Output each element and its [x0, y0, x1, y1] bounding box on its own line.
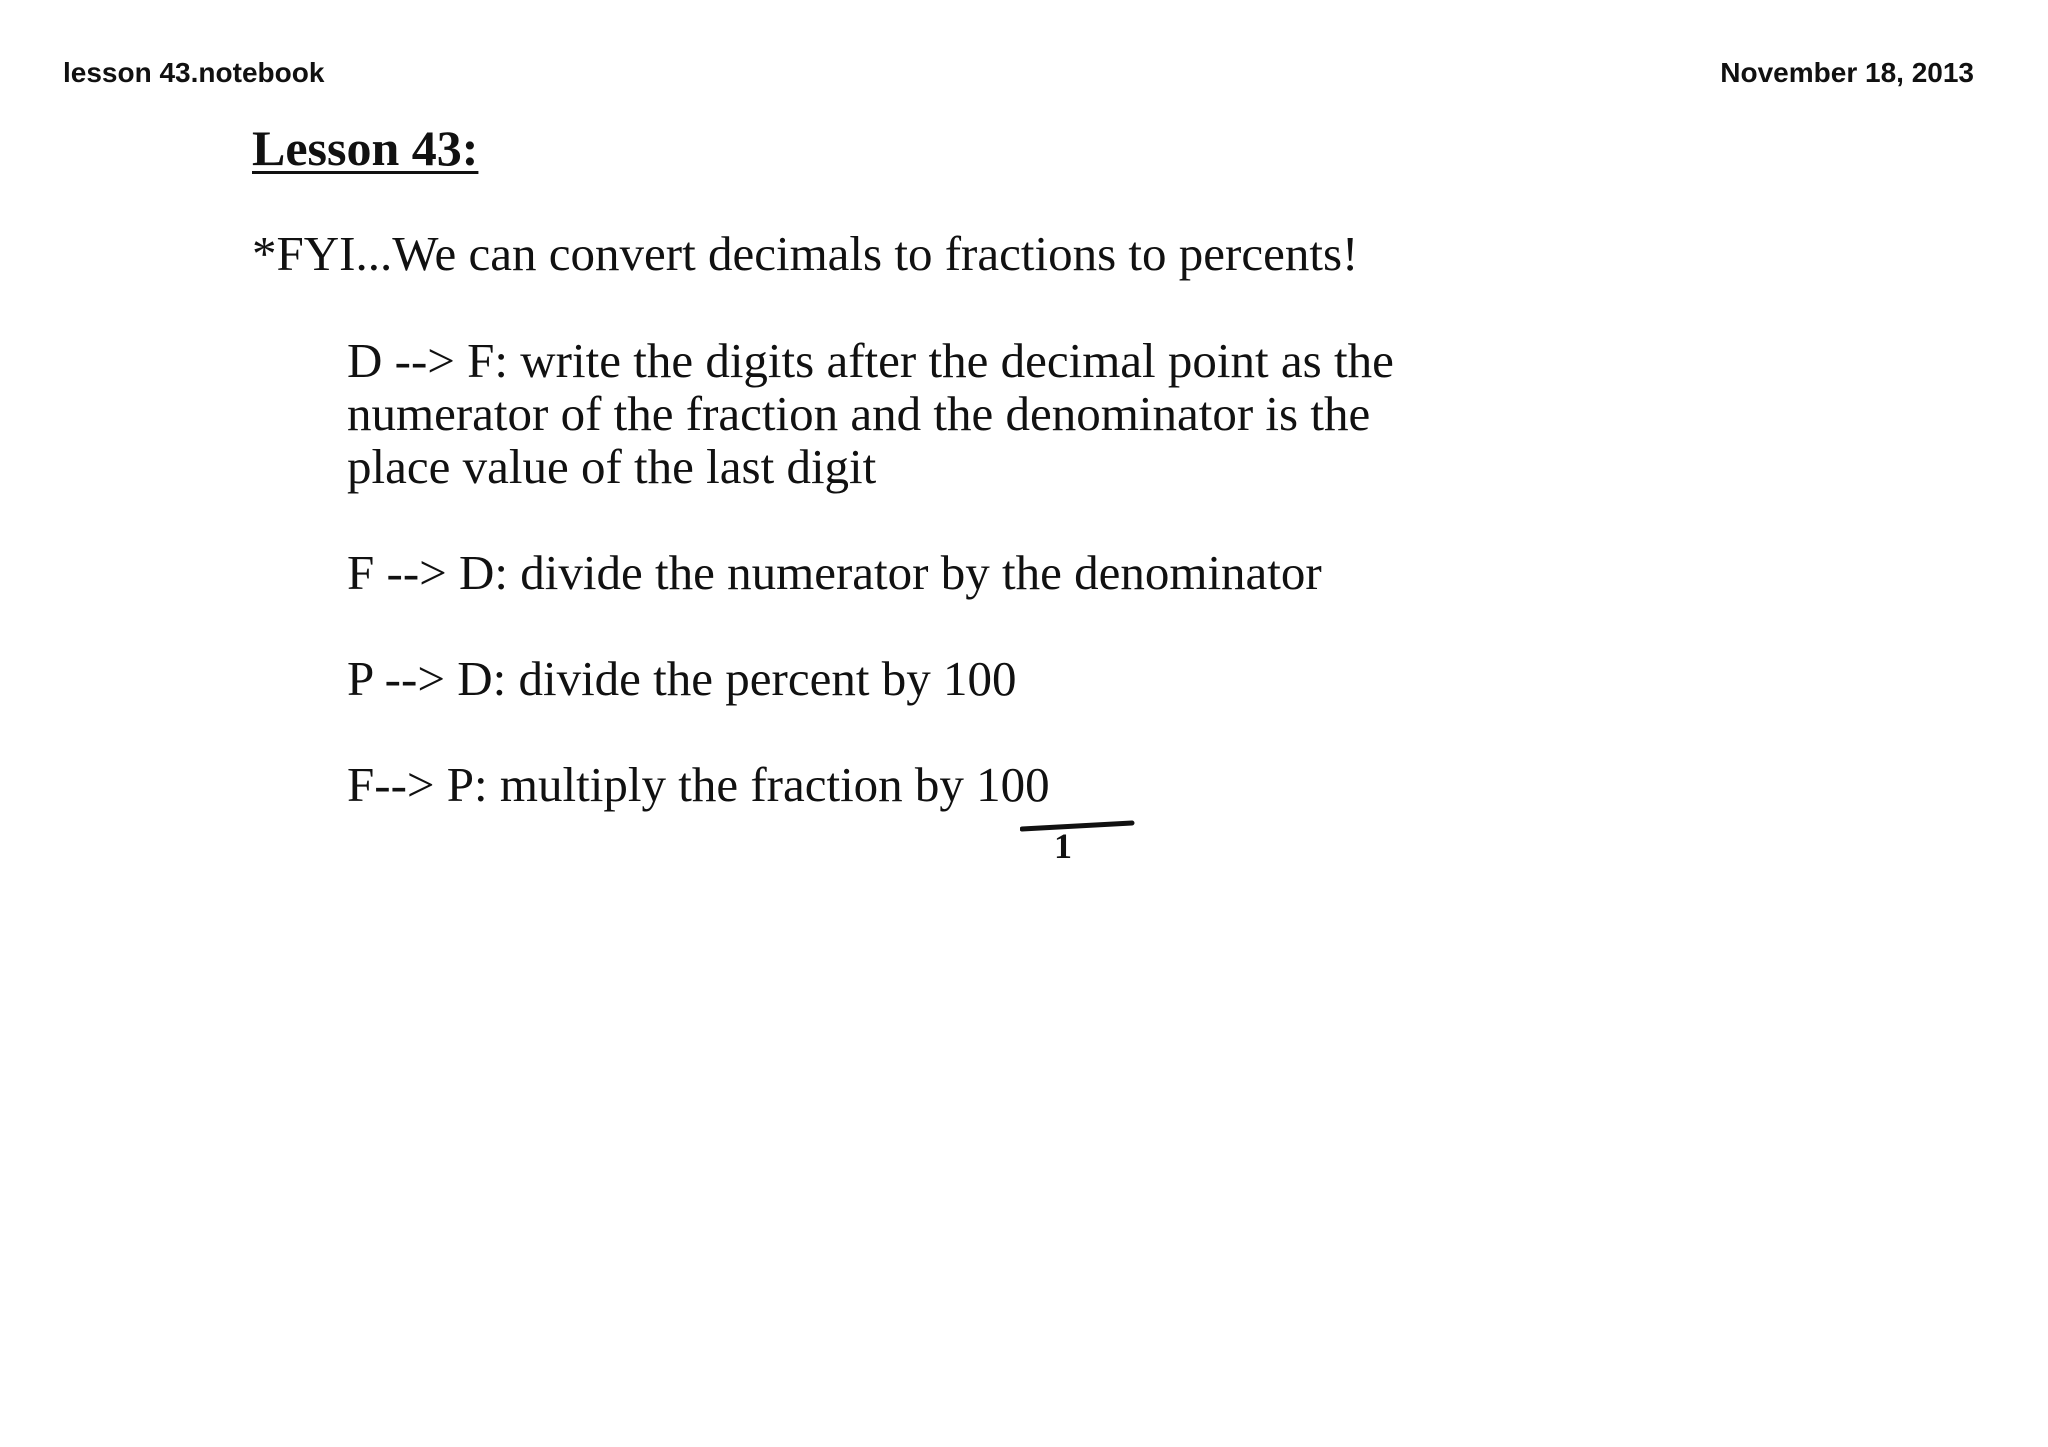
rule-decimal-to-fraction: [347, 334, 1497, 493]
rule-line: F--> P: multiply the fraction by 100: [347, 757, 1050, 812]
rule-line: P --> D: divide the percent by 100: [347, 651, 1017, 706]
page-date: November 18, 2013: [1720, 57, 1974, 88]
rule-fraction-to-percent: [347, 758, 1497, 811]
rule-fraction-to-decimal: [347, 546, 1497, 599]
rule-line: F --> D: divide the numerator by the denominator: [347, 545, 1322, 600]
rule-line: numerator of the fraction and the denominator is the: [347, 386, 1371, 441]
page-title: Lesson 43:: [252, 120, 479, 176]
rule-line: place value of the last digit: [347, 439, 877, 494]
handwritten-fraction-annotation: [1020, 820, 1135, 866]
notebook-file-name: lesson 43.notebook: [63, 57, 325, 88]
rule-line: D --> F: write the digits after the decimal point as the: [347, 333, 1394, 388]
handwritten-fraction-bar: [1020, 820, 1135, 832]
handwritten-denominator: 1: [1054, 826, 1072, 866]
intro-text: *FYI...We can convert decimals to fractions to percents!: [252, 226, 1359, 281]
rule-percent-to-decimal: [347, 652, 1497, 705]
